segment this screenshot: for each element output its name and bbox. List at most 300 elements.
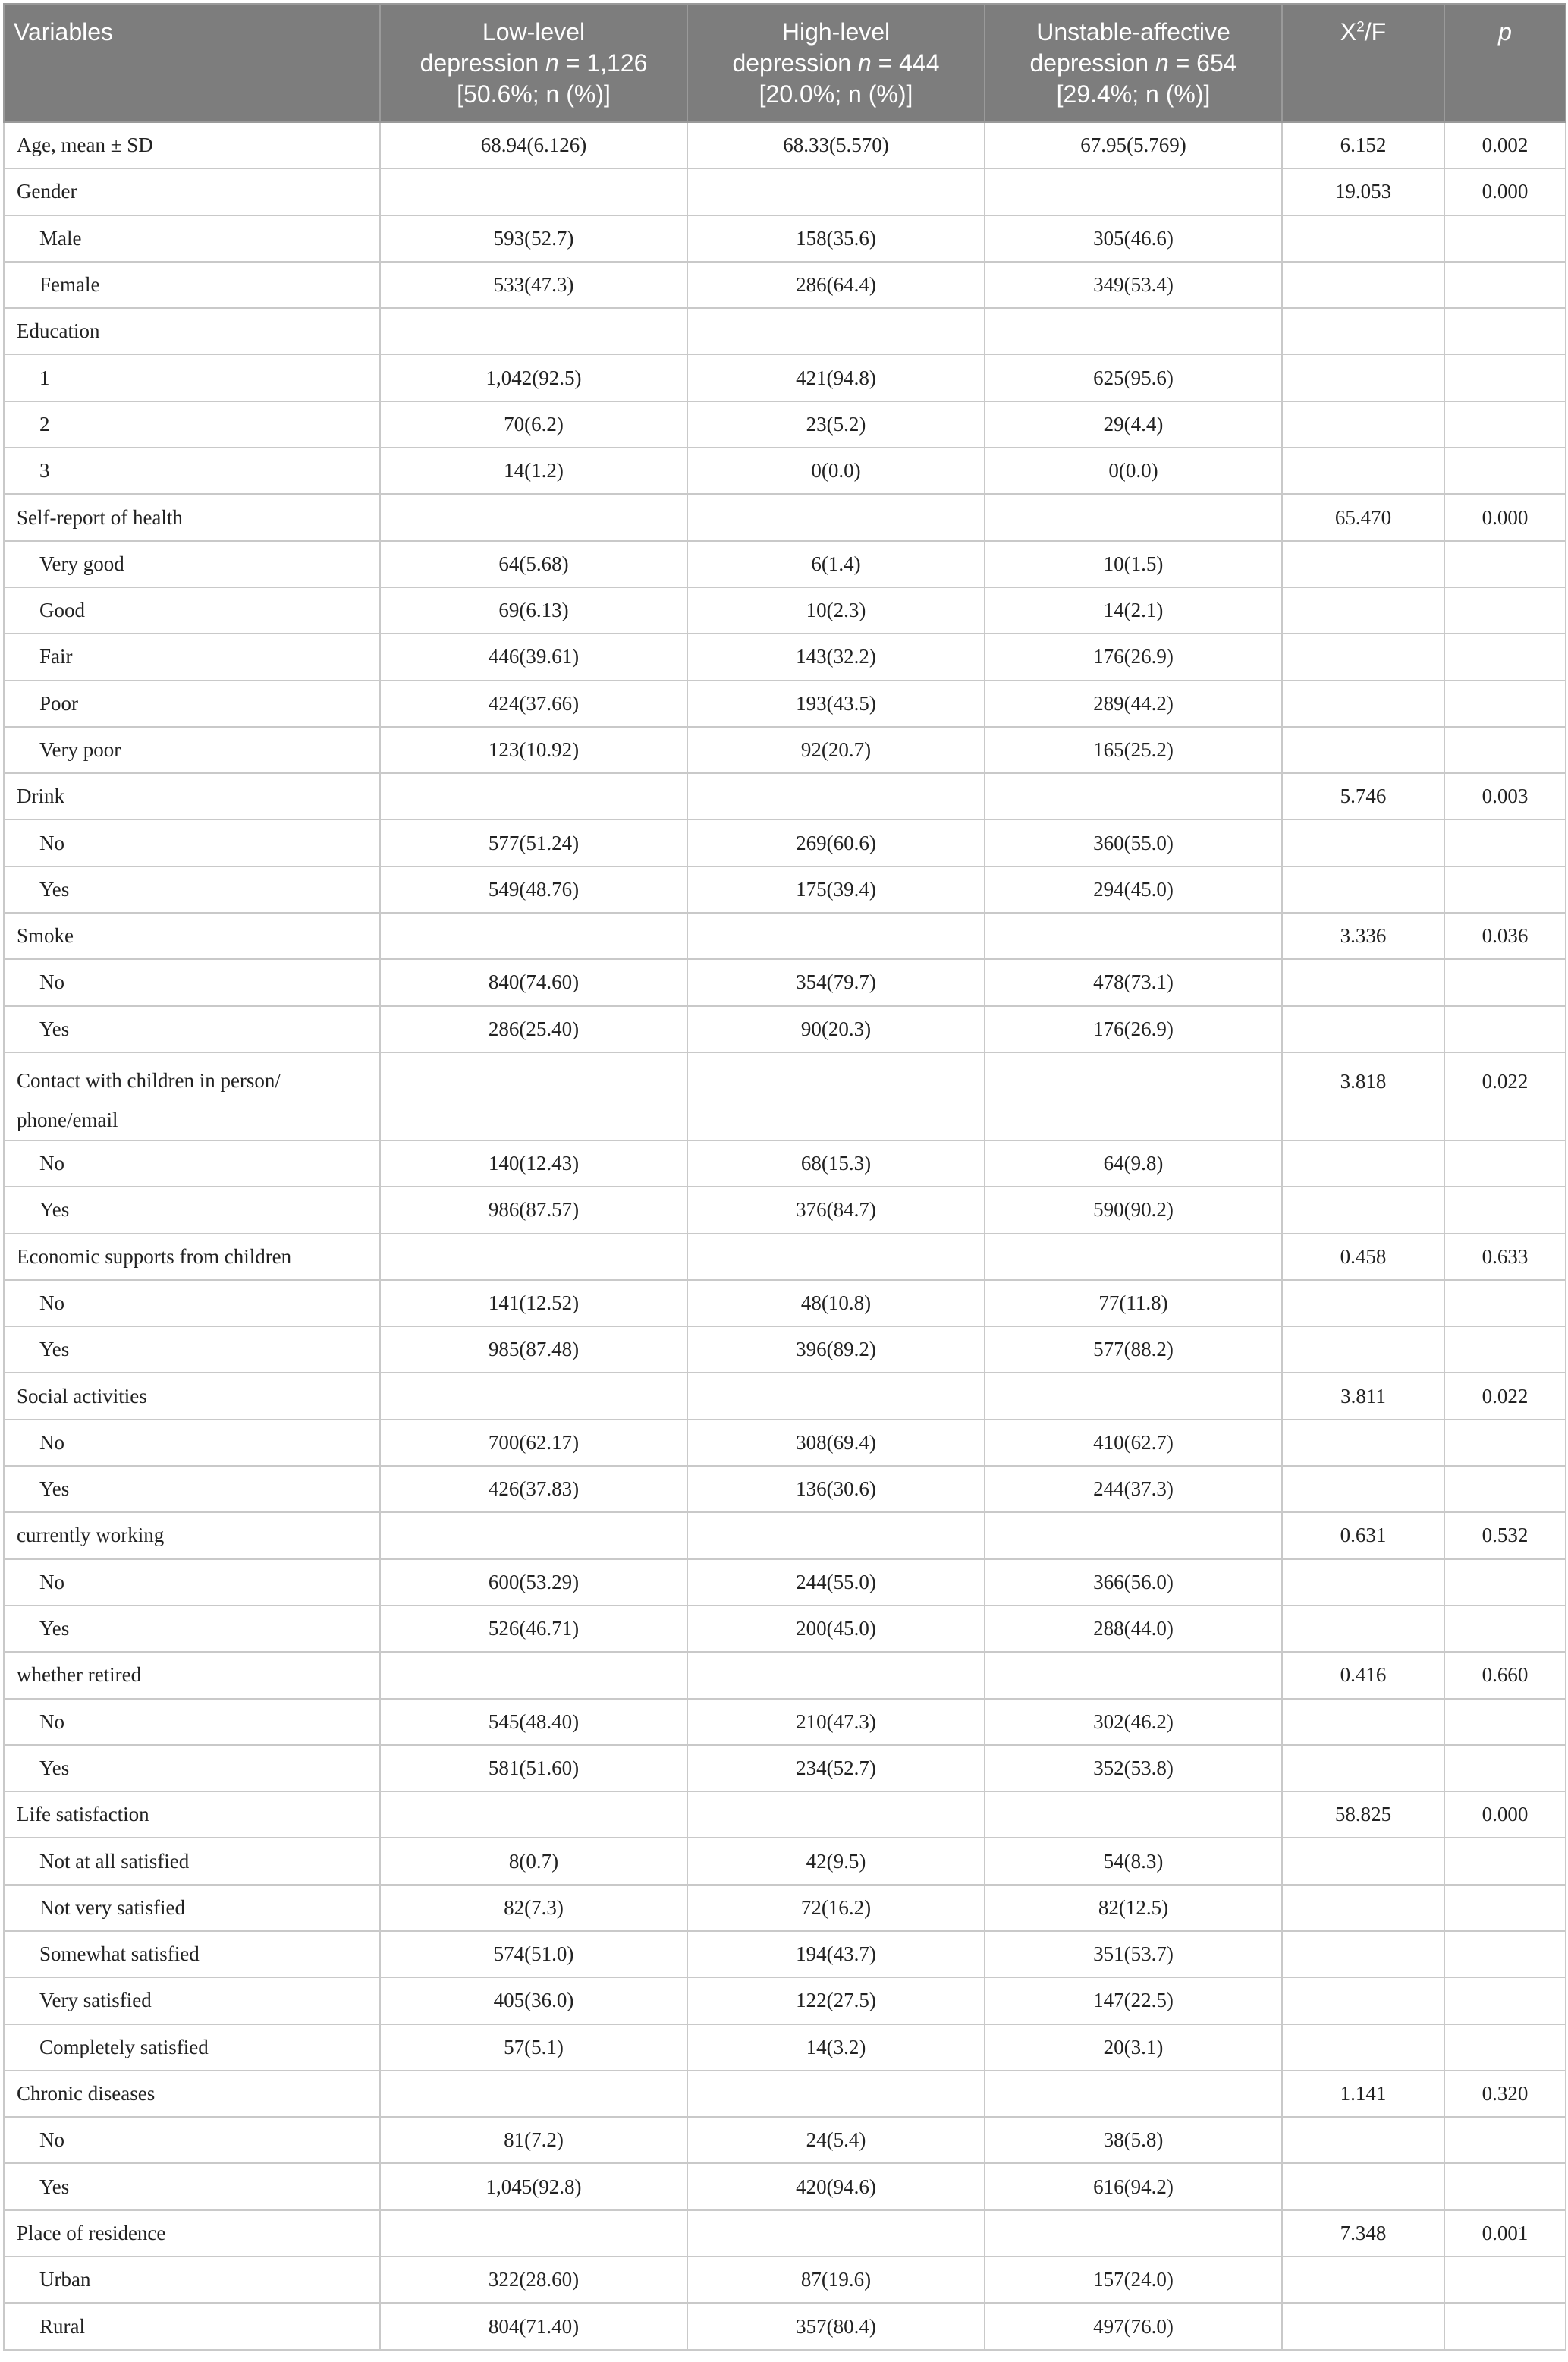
statistic-cell [1282, 1466, 1444, 1512]
low-level-cell [380, 913, 687, 959]
category-label: Yes [4, 1606, 380, 1652]
category-label: Poor [4, 681, 380, 727]
high-level-cell [687, 168, 985, 215]
p-value-cell [1444, 401, 1566, 448]
p-value-cell [1444, 959, 1566, 1005]
unstable-affective-cell [985, 2210, 1282, 2257]
p-value-cell [1444, 1420, 1566, 1466]
unstable-affective-cell [985, 1234, 1282, 1280]
high-level-cell [687, 2210, 985, 2257]
statistic-cell [1282, 2117, 1444, 2163]
unstable-affective-cell [985, 1052, 1282, 1140]
high-level-cell: 24(5.4) [687, 2117, 985, 2163]
high-level-cell: 286(64.4) [687, 262, 985, 308]
low-level-cell: 81(7.2) [380, 2117, 687, 2163]
unstable-affective-cell: 29(4.4) [985, 401, 1282, 448]
statistic-cell: 1.141 [1282, 2071, 1444, 2117]
p-value-cell: 0.660 [1444, 1652, 1566, 1698]
table-row [4, 215, 1566, 262]
p-value-cell [1444, 819, 1566, 866]
unstable-affective-cell: 20(3.1) [985, 2024, 1282, 2071]
p-value-cell [1444, 1977, 1566, 2024]
table-row [4, 1745, 1566, 1791]
statistic-cell [1282, 1745, 1444, 1791]
statistic-cell [1282, 1140, 1444, 1187]
statistic-cell [1282, 1006, 1444, 1052]
high-level-cell [687, 1512, 985, 1558]
p-value-cell [1444, 727, 1566, 773]
unstable-affective-cell: 410(62.7) [985, 1420, 1282, 1466]
high-level-cell: 175(39.4) [687, 866, 985, 913]
table-row [4, 1699, 1566, 1745]
statistic-cell [1282, 1559, 1444, 1606]
high-level-cell: 92(20.7) [687, 727, 985, 773]
low-level-cell: 700(62.17) [380, 1420, 687, 1466]
category-label: No [4, 1140, 380, 1187]
low-level-cell [380, 1373, 687, 1419]
category-label: Yes [4, 866, 380, 913]
unstable-affective-cell: 54(8.3) [985, 1838, 1282, 1884]
unstable-affective-cell: 176(26.9) [985, 1006, 1282, 1052]
unstable-affective-cell [985, 773, 1282, 819]
high-level-cell: 87(19.6) [687, 2257, 985, 2303]
high-level-cell: 122(27.5) [687, 1977, 985, 2024]
high-level-cell: 269(60.6) [687, 819, 985, 866]
low-level-cell: 141(12.52) [380, 1280, 687, 1326]
variable-label: whether retired [4, 1652, 380, 1698]
table-row [4, 913, 1566, 959]
p-value-cell: 0.000 [1444, 494, 1566, 540]
low-level-cell: 581(51.60) [380, 1745, 687, 1791]
table-row [4, 2303, 1566, 2349]
table-row [4, 1006, 1566, 1052]
table-row [4, 122, 1566, 168]
unstable-affective-cell: 497(76.0) [985, 2303, 1282, 2349]
high-level-cell: 210(47.3) [687, 1699, 985, 1745]
low-level-cell [380, 1234, 687, 1280]
table-row [4, 1234, 1566, 1280]
p-value-cell [1444, 2117, 1566, 2163]
high-level-cell: 357(80.4) [687, 2303, 985, 2349]
variable-label: Life satisfaction [4, 1791, 380, 1838]
variable-label: Smoke [4, 913, 380, 959]
low-level-cell: 405(36.0) [380, 1977, 687, 2024]
statistic-cell [1282, 541, 1444, 587]
unstable-affective-cell: 289(44.2) [985, 681, 1282, 727]
low-level-cell: 286(25.40) [380, 1006, 687, 1052]
table-row [4, 1931, 1566, 1977]
table-row [4, 773, 1566, 819]
low-level-cell: 82(7.3) [380, 1885, 687, 1931]
p-value-cell [1444, 681, 1566, 727]
low-level-cell: 426(37.83) [380, 1466, 687, 1512]
statistic-cell: 19.053 [1282, 168, 1444, 215]
table-row [4, 634, 1566, 680]
statistic-cell [1282, 308, 1444, 354]
low-level-cell: 1,045(92.8) [380, 2163, 687, 2209]
statistic-cell [1282, 354, 1444, 401]
category-label: Male [4, 215, 380, 262]
unstable-affective-cell: 360(55.0) [985, 819, 1282, 866]
table-row [4, 541, 1566, 587]
category-label: 3 [4, 448, 380, 494]
p-value-cell [1444, 262, 1566, 308]
low-level-cell: 424(37.66) [380, 681, 687, 727]
data-table-container [3, 3, 1565, 2351]
p-value-cell: 0.003 [1444, 773, 1566, 819]
variable-label: Self-report of health [4, 494, 380, 540]
table-row [4, 1187, 1566, 1233]
low-level-cell: 64(5.68) [380, 541, 687, 587]
statistic-cell: 58.825 [1282, 1791, 1444, 1838]
statistic-cell [1282, 1420, 1444, 1466]
table-row [4, 1512, 1566, 1558]
high-level-cell [687, 913, 985, 959]
category-label: Yes [4, 1745, 380, 1791]
statistic-cell: 65.470 [1282, 494, 1444, 540]
table-body [4, 122, 1566, 2350]
p-value-cell: 0.002 [1444, 122, 1566, 168]
statistic-cell [1282, 215, 1444, 262]
low-level-cell [380, 1791, 687, 1838]
variable-label: Chronic diseases [4, 2071, 380, 2117]
table-row [4, 1606, 1566, 1652]
category-label: Yes [4, 2163, 380, 2209]
high-level-cell: 136(30.6) [687, 1466, 985, 1512]
low-level-cell: 526(46.71) [380, 1606, 687, 1652]
high-level-cell [687, 1652, 985, 1698]
unstable-affective-cell [985, 2071, 1282, 2117]
p-value-cell [1444, 1280, 1566, 1326]
high-level-cell [687, 773, 985, 819]
low-level-cell: 840(74.60) [380, 959, 687, 1005]
unstable-affective-cell: 82(12.5) [985, 1885, 1282, 1931]
statistic-cell [1282, 1280, 1444, 1326]
low-level-cell: 804(71.40) [380, 2303, 687, 2349]
table-row [4, 2117, 1566, 2163]
high-level-cell: 48(10.8) [687, 1280, 985, 1326]
table-row [4, 168, 1566, 215]
table-row [4, 587, 1566, 634]
table-row [4, 2071, 1566, 2117]
high-level-cell: 23(5.2) [687, 401, 985, 448]
high-level-cell [687, 2071, 985, 2117]
statistic-cell [1282, 2163, 1444, 2209]
low-level-cell [380, 1052, 687, 1140]
statistic-cell [1282, 2303, 1444, 2349]
high-level-cell [687, 1373, 985, 1419]
low-level-cell: 545(48.40) [380, 1699, 687, 1745]
header-high-level: High-level depression n = 444 [20.0%; n (%)] [687, 4, 985, 122]
p-value-cell: 0.633 [1444, 1234, 1566, 1280]
statistic-cell [1282, 1187, 1444, 1233]
low-level-cell: 593(52.7) [380, 215, 687, 262]
p-value-cell [1444, 2163, 1566, 2209]
low-level-cell: 57(5.1) [380, 2024, 687, 2071]
statistic-cell [1282, 448, 1444, 494]
p-value-cell [1444, 866, 1566, 913]
unstable-affective-cell [985, 1652, 1282, 1698]
statistic-cell [1282, 1838, 1444, 1884]
category-label: Not at all satisfied [4, 1838, 380, 1884]
high-level-cell: 42(9.5) [687, 1838, 985, 1884]
low-level-cell: 8(0.7) [380, 1838, 687, 1884]
statistic-cell: 5.746 [1282, 773, 1444, 819]
high-level-cell: 68(15.3) [687, 1140, 985, 1187]
p-value-cell: 0.320 [1444, 2071, 1566, 2117]
category-label: Urban [4, 2257, 380, 2303]
low-level-cell: 533(47.3) [380, 262, 687, 308]
table-row [4, 959, 1566, 1005]
high-level-cell: 158(35.6) [687, 215, 985, 262]
unstable-affective-cell: 165(25.2) [985, 727, 1282, 773]
p-value-cell: 0.000 [1444, 168, 1566, 215]
category-label: 2 [4, 401, 380, 448]
statistic-cell: 0.416 [1282, 1652, 1444, 1698]
unstable-affective-cell: 349(53.4) [985, 262, 1282, 308]
statistic-cell [1282, 681, 1444, 727]
p-value-cell [1444, 1466, 1566, 1512]
variable-label: Drink [4, 773, 380, 819]
low-level-cell [380, 2210, 687, 2257]
high-level-cell: 234(52.7) [687, 1745, 985, 1791]
unstable-affective-cell: 616(94.2) [985, 2163, 1282, 2209]
table-row [4, 1559, 1566, 1606]
statistic-cell [1282, 2257, 1444, 2303]
table-row [4, 1838, 1566, 1884]
table-row [4, 354, 1566, 401]
p-value-cell [1444, 634, 1566, 680]
category-label: Very satisfied [4, 1977, 380, 2024]
category-label: 1 [4, 354, 380, 401]
variable-label: Place of residence [4, 2210, 380, 2257]
table-row [4, 1420, 1566, 1466]
statistic-cell [1282, 401, 1444, 448]
high-level-cell: 420(94.6) [687, 2163, 985, 2209]
statistic-cell [1282, 819, 1444, 866]
table-row [4, 308, 1566, 354]
category-label: Yes [4, 1006, 380, 1052]
category-label: Yes [4, 1466, 380, 1512]
p-value-cell [1444, 1187, 1566, 1233]
unstable-affective-cell: 64(9.8) [985, 1140, 1282, 1187]
unstable-affective-cell [985, 168, 1282, 215]
p-value-cell [1444, 1745, 1566, 1791]
p-value-cell [1444, 1885, 1566, 1931]
unstable-affective-cell: 14(2.1) [985, 587, 1282, 634]
table-row [4, 1885, 1566, 1931]
statistic-cell: 0.631 [1282, 1512, 1444, 1558]
p-value-cell [1444, 587, 1566, 634]
low-level-cell: 1,042(92.5) [380, 354, 687, 401]
unstable-affective-cell: 67.95(5.769) [985, 122, 1282, 168]
category-label: Rural [4, 2303, 380, 2349]
low-level-cell [380, 2071, 687, 2117]
low-level-cell [380, 494, 687, 540]
p-value-cell [1444, 215, 1566, 262]
category-label: Yes [4, 1187, 380, 1233]
p-value-cell [1444, 1559, 1566, 1606]
low-level-cell: 985(87.48) [380, 1326, 687, 1373]
low-level-cell [380, 773, 687, 819]
statistic-cell: 0.458 [1282, 1234, 1444, 1280]
low-level-cell: 140(12.43) [380, 1140, 687, 1187]
p-value-cell [1444, 448, 1566, 494]
high-level-cell [687, 308, 985, 354]
category-label: Yes [4, 1326, 380, 1373]
table-row [4, 1140, 1566, 1187]
category-label: Very good [4, 541, 380, 587]
statistic-cell: 7.348 [1282, 2210, 1444, 2257]
p-value-cell [1444, 308, 1566, 354]
header-low-level: Low-level depression n = 1,126 [50.6%; n (%)] [380, 4, 687, 122]
characteristics-table [3, 3, 1566, 2351]
p-value-cell: 0.001 [1444, 2210, 1566, 2257]
low-level-cell: 600(53.29) [380, 1559, 687, 1606]
table-row [4, 2024, 1566, 2071]
table-row [4, 1652, 1566, 1698]
unstable-affective-cell: 577(88.2) [985, 1326, 1282, 1373]
high-level-cell: 68.33(5.570) [687, 122, 985, 168]
low-level-cell: 986(87.57) [380, 1187, 687, 1233]
variable-label: Economic supports from children [4, 1234, 380, 1280]
statistic-cell [1282, 727, 1444, 773]
variable-label: Contact with children in person/ phone/email [4, 1052, 380, 1140]
high-level-cell: 143(32.2) [687, 634, 985, 680]
high-level-cell: 0(0.0) [687, 448, 985, 494]
high-level-cell: 10(2.3) [687, 587, 985, 634]
unstable-affective-cell: 590(90.2) [985, 1187, 1282, 1233]
variable-label: Social activities [4, 1373, 380, 1419]
p-value-cell [1444, 541, 1566, 587]
statistic-cell [1282, 1977, 1444, 2024]
p-value-cell [1444, 354, 1566, 401]
low-level-cell: 322(28.60) [380, 2257, 687, 2303]
unstable-affective-cell: 305(46.6) [985, 215, 1282, 262]
unstable-affective-cell: 351(53.7) [985, 1931, 1282, 1977]
statistic-cell [1282, 1606, 1444, 1652]
category-label: No [4, 959, 380, 1005]
unstable-affective-cell: 244(37.3) [985, 1466, 1282, 1512]
statistic-cell: 3.336 [1282, 913, 1444, 959]
statistic-cell [1282, 587, 1444, 634]
category-label: No [4, 819, 380, 866]
category-label: No [4, 1559, 380, 1606]
header-unstable-affective: Unstable-affective depression n = 654 [29.4%; n (%)] [985, 4, 1282, 122]
low-level-cell: 14(1.2) [380, 448, 687, 494]
high-level-cell: 308(69.4) [687, 1420, 985, 1466]
table-row [4, 1373, 1566, 1419]
category-label: Somewhat satisfied [4, 1931, 380, 1977]
unstable-affective-cell: 147(22.5) [985, 1977, 1282, 2024]
low-level-cell: 70(6.2) [380, 401, 687, 448]
p-value-cell [1444, 1326, 1566, 1373]
category-label: Not very satisfied [4, 1885, 380, 1931]
high-level-cell: 194(43.7) [687, 1931, 985, 1977]
statistic-cell [1282, 2024, 1444, 2071]
unstable-affective-cell: 288(44.0) [985, 1606, 1282, 1652]
p-value-cell [1444, 2257, 1566, 2303]
p-value-cell [1444, 1931, 1566, 1977]
p-value-cell [1444, 1606, 1566, 1652]
statistic-cell [1282, 1885, 1444, 1931]
low-level-cell: 69(6.13) [380, 587, 687, 634]
statistic-cell [1282, 959, 1444, 1005]
category-label: Fair [4, 634, 380, 680]
unstable-affective-cell [985, 913, 1282, 959]
p-value-cell: 0.000 [1444, 1791, 1566, 1838]
low-level-cell [380, 168, 687, 215]
table-row [4, 681, 1566, 727]
low-level-cell [380, 1512, 687, 1558]
unstable-affective-cell: 176(26.9) [985, 634, 1282, 680]
category-label: No [4, 2117, 380, 2163]
high-level-cell [687, 1791, 985, 1838]
unstable-affective-cell: 302(46.2) [985, 1699, 1282, 1745]
statistic-cell: 6.152 [1282, 122, 1444, 168]
statistic-cell [1282, 262, 1444, 308]
high-level-cell [687, 1234, 985, 1280]
table-header [4, 4, 1566, 122]
table-row [4, 401, 1566, 448]
variable-label: currently working [4, 1512, 380, 1558]
p-value-cell: 0.022 [1444, 1373, 1566, 1419]
high-level-cell: 193(43.5) [687, 681, 985, 727]
table-row [4, 2210, 1566, 2257]
unstable-affective-cell [985, 308, 1282, 354]
table-row [4, 2257, 1566, 2303]
low-level-cell: 123(10.92) [380, 727, 687, 773]
p-value-cell [1444, 1699, 1566, 1745]
unstable-affective-cell: 625(95.6) [985, 354, 1282, 401]
p-value-cell [1444, 1006, 1566, 1052]
high-level-cell: 244(55.0) [687, 1559, 985, 1606]
low-level-cell: 446(39.61) [380, 634, 687, 680]
unstable-affective-cell [985, 494, 1282, 540]
unstable-affective-cell: 38(5.8) [985, 2117, 1282, 2163]
unstable-affective-cell: 478(73.1) [985, 959, 1282, 1005]
p-value-cell: 0.036 [1444, 913, 1566, 959]
p-value-cell [1444, 2303, 1566, 2349]
table-row [4, 2163, 1566, 2209]
table-row [4, 1977, 1566, 2024]
unstable-affective-cell: 352(53.8) [985, 1745, 1282, 1791]
p-value-cell [1444, 1838, 1566, 1884]
table-row [4, 1466, 1566, 1512]
unstable-affective-cell [985, 1373, 1282, 1419]
header-p-value: p [1444, 4, 1566, 122]
table-row [4, 494, 1566, 540]
table-row [4, 1326, 1566, 1373]
low-level-cell: 577(51.24) [380, 819, 687, 866]
statistic-cell: 3.818 [1282, 1052, 1444, 1140]
unstable-affective-cell: 0(0.0) [985, 448, 1282, 494]
header-row [4, 4, 1566, 122]
statistic-cell [1282, 1931, 1444, 1977]
table-row [4, 1052, 1566, 1140]
unstable-affective-cell: 77(11.8) [985, 1280, 1282, 1326]
variable-label: Gender [4, 168, 380, 215]
unstable-affective-cell: 366(56.0) [985, 1559, 1282, 1606]
high-level-cell: 354(79.7) [687, 959, 985, 1005]
high-level-cell: 396(89.2) [687, 1326, 985, 1373]
statistic-cell [1282, 1326, 1444, 1373]
statistic-cell [1282, 634, 1444, 680]
table-row [4, 1280, 1566, 1326]
category-label: No [4, 1280, 380, 1326]
high-level-cell: 6(1.4) [687, 541, 985, 587]
table-row [4, 262, 1566, 308]
